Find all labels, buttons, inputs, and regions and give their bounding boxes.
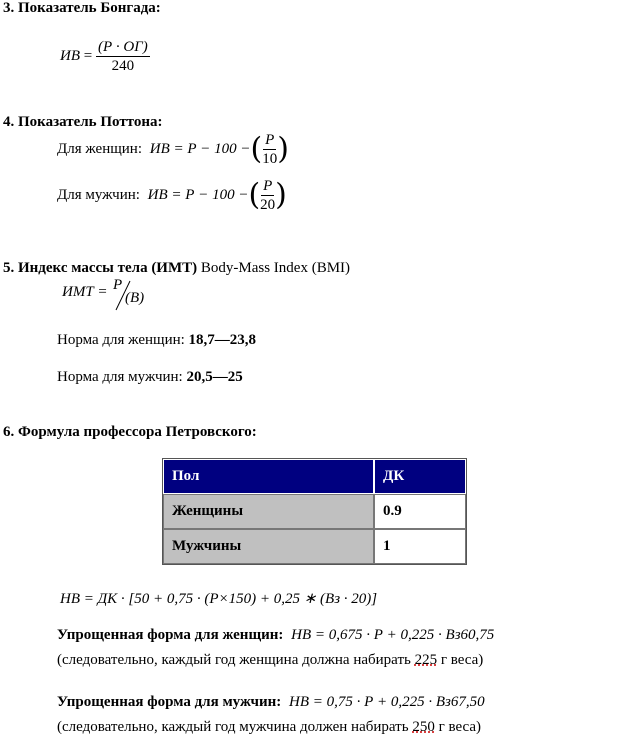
men-note-pre: (следовательно, каждый год мужчина должен набирать [57,719,413,735]
women-note [57,652,483,669]
table-header-pol: Пол [163,459,374,494]
men-note-value: 250 [412,719,435,735]
bmi-denominator: (В) [125,290,145,306]
bongard-formula [60,38,150,75]
men-note-post: г веса) [434,719,481,735]
table-header-row [163,459,466,494]
bmi-women-label: Норма для женщин: [57,332,189,348]
section-4-title: 4. Показатель Поттона: [3,114,163,130]
potton-men-expr: ИВ = Р − 100 − [147,187,249,203]
table-header-dk: ДК [374,459,466,494]
potton-women-expr: ИВ = Р − 100 − [149,141,251,157]
bmi-men-norm [57,369,243,386]
bongard-numerator: (Р · ОГ) [97,39,148,55]
men-simplified-formula: НВ = 0,75 · Р + 0,225 · Вз67,50 [288,694,485,710]
potton-men-row: Для мужчин: ИВ = Р − 100 −( $\frac{Р}{20}$ ) [57,177,287,213]
table-row [163,494,466,529]
potton-men-fraction [260,177,275,214]
section-6-title: 6. Формула профессора Петровского: [3,424,257,440]
section-3-title: 3. Показатель Бонгада: [3,0,161,16]
table-cell-dk: 0.9 [374,494,466,529]
women-note-pre: (следовательно, каждый год женщина должна набирать [57,652,415,668]
women-note-post: г веса) [437,652,484,668]
potton-men-num: Р [263,178,273,194]
section-5-title-rest: Body-Mass Index (BMI) [197,260,351,276]
bongard-fraction [96,38,150,75]
petrovsky-formula: НВ = ДК · [50 + 0,75 · (Р×150) + 0,25 ∗ (Вз · 20)] [60,591,378,607]
women-note-value: 225 [414,652,438,668]
potton-women-num: Р [265,132,275,148]
men-note [57,719,481,736]
women-simplified-row [57,627,494,644]
bmi-men-label: Норма для мужчин: [57,369,187,385]
bmi-men-value: 20,5—25 [186,369,243,385]
potton-women-label: Для женщин: [57,141,142,157]
bmi-numerator: Р [113,277,123,293]
table-cell-sex: Женщины [163,494,374,529]
bmi-women-norm [57,332,256,349]
dk-table [162,458,467,565]
women-simplified-label: Упрощенная форма для женщин: [57,627,284,643]
bongard-denominator: 240 [111,58,135,74]
bmi-lhs: ИМТ = [62,284,108,300]
section-5-title-bold: 5. Индекс массы тела (ИМТ) [3,260,198,276]
bongard-eq: = [83,47,93,64]
bongard-lhs: ИВ [60,47,80,64]
potton-men-den: 20 [260,197,276,213]
men-simplified-label: Упрощенная форма для мужчин: [57,694,282,710]
potton-women-fraction [262,131,277,168]
table-cell-dk: 1 [374,529,466,564]
table-row [163,529,466,564]
section-5-title [3,260,350,277]
potton-men-label: Для мужчин: [57,187,140,203]
table-cell-sex: Мужчины [163,529,374,564]
bmi-women-value: 18,7—23,8 [188,332,257,348]
potton-women-den: 10 [262,151,278,167]
women-simplified-formula: НВ = 0,675 · Р + 0,225 · Вз60,75 [291,627,495,643]
men-simplified-row [57,694,485,711]
potton-women-row: Для женщин: ИВ = Р − 100 −( $\frac{Р}{10}$ ) [57,131,289,167]
